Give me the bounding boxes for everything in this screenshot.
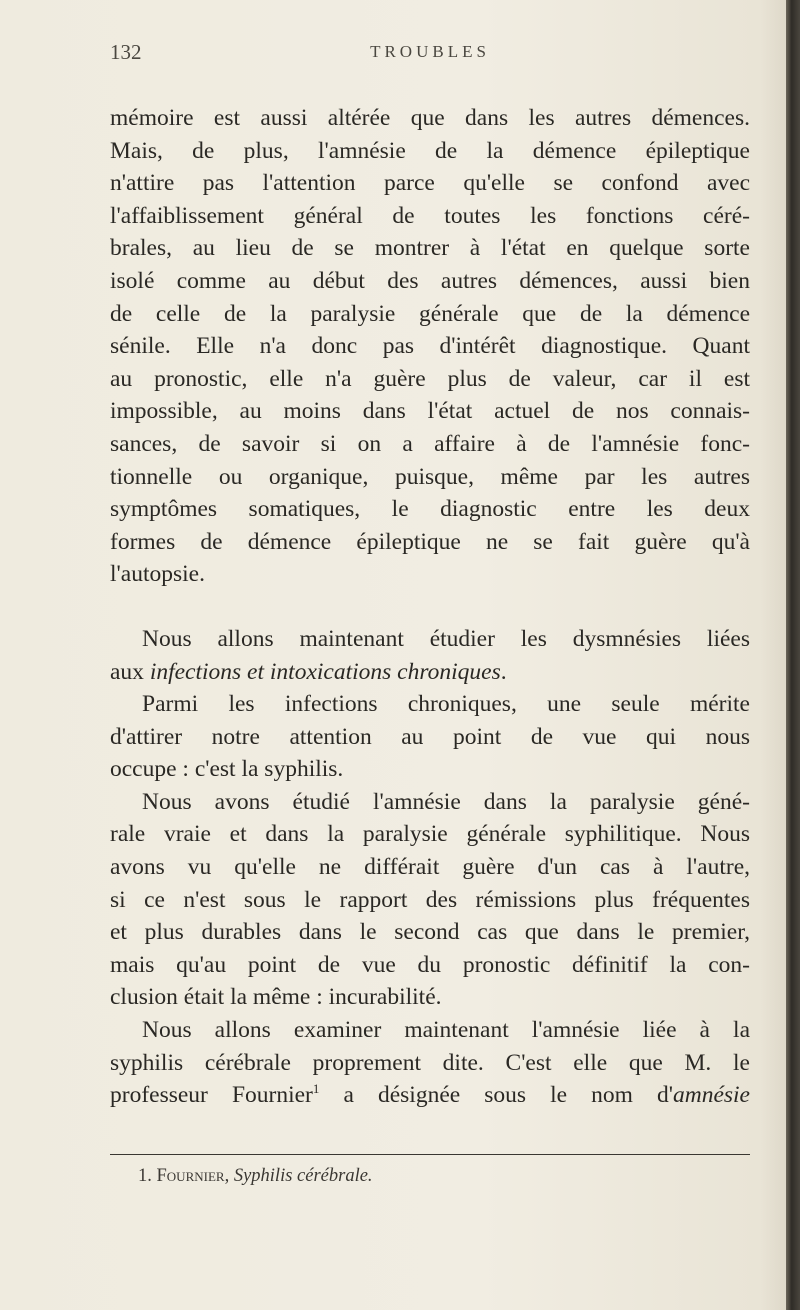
- text-line: au pronostic, elle n'a guère plus de valeur, car il est: [110, 365, 750, 392]
- text-line: occupe : c'est la syphilis.: [110, 756, 344, 783]
- text-fragment: professeur Fournier: [110, 1082, 313, 1109]
- page-header: [110, 40, 750, 70]
- text-line: rale vraie et dans la paralysie générale syphilitique. Nous: [110, 821, 750, 848]
- text-fragment: .: [500, 658, 507, 685]
- text-line: isolé comme au début des autres démences, aussi bien: [110, 267, 750, 294]
- text-line: clusion était la même : incurabilité.: [110, 984, 442, 1011]
- text-line: sances, de savoir si on a affaire à de l'amnésie fonc-: [110, 430, 750, 457]
- running-head: TROUBLES: [370, 42, 490, 61]
- text-line: l'affaiblissement général de toutes les fonctions céré-: [110, 202, 750, 229]
- footnote-marker[interactable]: 1: [312, 1081, 320, 1097]
- text-line: d'attirer notre attention au point de vue qui nous: [110, 723, 750, 750]
- page-number: 132: [110, 40, 142, 64]
- text-line: de celle de la paralysie générale que de la démence: [110, 300, 750, 327]
- footnote-rule: [110, 1154, 750, 1155]
- text-line: mémoire est aussi altérée que dans les autres démences.: [110, 105, 750, 131]
- text-fragment: aux: [110, 658, 150, 685]
- text-line: [110, 656, 750, 689]
- footnote-title: Syphilis cérébrale.: [233, 1166, 373, 1186]
- text-line: avons vu qu'elle ne différait guère d'un cas à l'autre,: [110, 854, 750, 881]
- text-line: Nous allons maintenant étudier les dysmnésies liées: [142, 625, 750, 652]
- term-italic: amnésie: [672, 1082, 750, 1109]
- paragraph-gap: [110, 591, 750, 623]
- footnote-author: Fournier: [156, 1166, 225, 1186]
- body-text: [110, 102, 750, 1112]
- text-line: Mais, de plus, l'amnésie de la démence épileptique: [110, 137, 750, 164]
- footnote-number: 1.: [138, 1166, 152, 1186]
- text-line: brales, au lieu de se montrer à l'état en quelque sorte: [110, 235, 750, 262]
- text-line: symptômes somatiques, le diagnostic entre les deux: [110, 496, 750, 523]
- text-line: l'autopsie.: [110, 561, 205, 588]
- text-line: Nous avons étudié l'amnésie dans la paralysie géné-: [142, 788, 750, 815]
- text-line: tionnelle ou organique, puisque, même par les autres: [110, 463, 750, 490]
- book-spine-shadow: [786, 0, 800, 1310]
- text-line: formes de démence épileptique ne se fait guère qu'à: [110, 528, 750, 555]
- text-line: n'attire pas l'attention parce qu'elle se confond avec: [110, 170, 750, 197]
- text-fragment: a désignée sous le nom d': [319, 1082, 673, 1109]
- text-line: [110, 1079, 750, 1112]
- text-line: Nous allons examiner maintenant l'amnésie liée à la: [142, 1017, 750, 1044]
- text-line: Parmi les infections chroniques, une seule mérite: [142, 691, 750, 718]
- section-topic-italic: infections et intoxications chroniques: [149, 658, 501, 685]
- text-line: impossible, au moins dans l'état actuel de nos connais-: [110, 398, 750, 425]
- text-line: et plus durables dans le second cas que dans le premier,: [110, 919, 750, 946]
- text-line: mais qu'au point de vue du pronostic définitif la con-: [110, 951, 750, 978]
- text-line: syphilis cérébrale proprement dite. C'est elle que M. le: [110, 1049, 750, 1076]
- text-line: sénile. Elle n'a donc pas d'intérêt diagnostique. Quant: [110, 333, 750, 360]
- footnote: 1. Fournier, Syphilis cérébrale.: [138, 1166, 373, 1186]
- text-line: si ce n'est sous le rapport des rémissions plus fréquentes: [110, 886, 750, 913]
